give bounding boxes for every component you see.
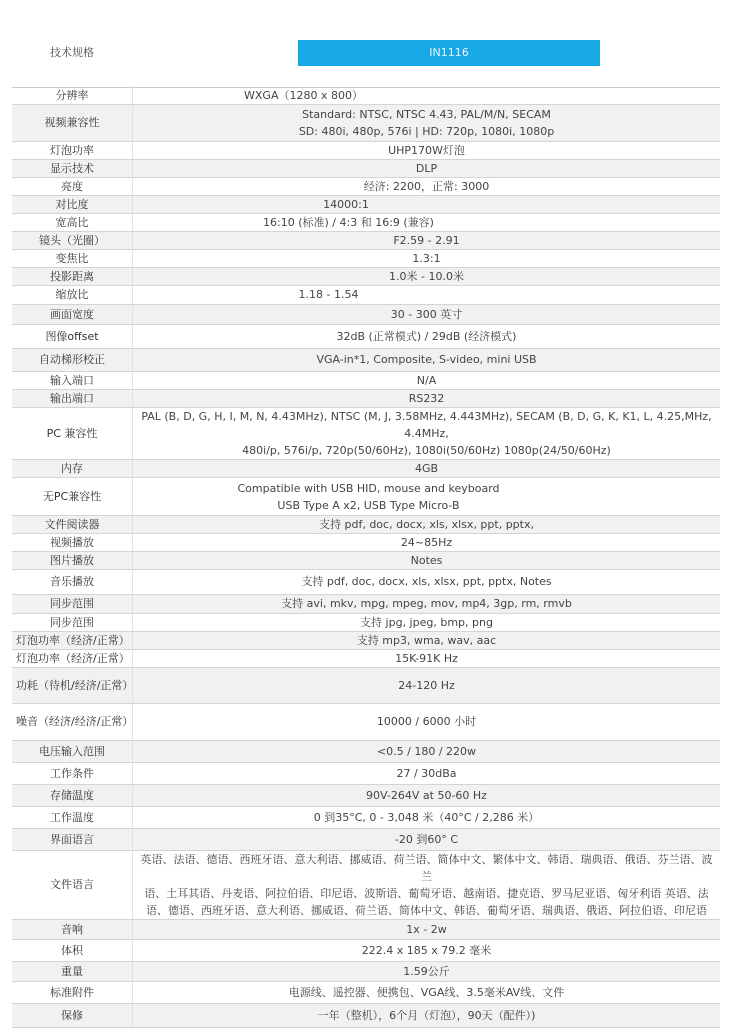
spec-key: 输出端口: [12, 390, 133, 408]
spec-value-line: 支持 mp3, wma, wav, aac: [356, 633, 497, 647]
spec-row: [12, 516, 720, 534]
model-banner: IN1116: [298, 40, 600, 66]
spec-value-line: 27 / 30dBa: [396, 766, 457, 780]
spec-key: PC 兼容性: [12, 408, 133, 460]
spec-row: [12, 325, 720, 349]
spec-key: 内存: [12, 460, 133, 478]
spec-value: [133, 552, 721, 570]
spec-value-line: 一年（整机），6个月（灯泡），90天（配件）): [317, 1008, 536, 1022]
spec-value-line: 1.59公斤: [403, 964, 450, 978]
spec-key: 分辨率: [12, 88, 133, 105]
spec-key: 音乐播放: [12, 570, 133, 595]
spec-key: 图片播放: [12, 552, 133, 570]
spec-row: [12, 88, 720, 105]
spec-value: [133, 232, 721, 250]
spec-row: [12, 349, 720, 372]
spec-value: [133, 1004, 721, 1028]
spec-row: [12, 763, 720, 785]
spec-row: [12, 570, 720, 595]
spec-key: 缩放比: [12, 286, 133, 305]
spec-key: 显示技术: [12, 160, 133, 178]
spec-value-line: 480i/p, 576i/p, 720p(50/60Hz), 1080i(50/60Hz) 1080p(24/50/60Hz): [242, 444, 611, 457]
spec-key: 音响: [12, 920, 133, 940]
spec-value-line: 电源线、遥控器、便携包、VGA线、3.5毫米AV线、文件: [288, 985, 565, 999]
spec-value: [133, 478, 721, 516]
spec-key: 功耗（待机/经济/正常）: [12, 668, 133, 704]
spec-key: 投影距离: [12, 268, 133, 286]
spec-row: [12, 142, 720, 160]
spec-key: 重量: [12, 962, 133, 982]
spec-key: 文件语言: [12, 851, 133, 920]
spec-value-line: Compatible with USB HID, mouse and keyboard: [237, 481, 500, 495]
spec-value-line: UHP170W灯泡: [388, 143, 465, 157]
spec-row: [12, 305, 720, 325]
spec-value-line: 语、土耳其语、丹麦语、阿拉伯语、印尼语、波斯语、葡萄牙语、越南语、捷克语、罗马尼亚语、匈牙利语 英语、法: [144, 887, 709, 900]
spec-value-line: 222.4 x 185 x 79.2 毫米: [361, 943, 492, 957]
spec-value-line: WXGA（1280 x 800）: [244, 89, 363, 102]
spec-value: [133, 196, 721, 214]
spec-value-line: RS232: [408, 391, 445, 405]
spec-value-line: SD: 480i, 480p, 576i | HD: 720p, 1080i, 1080p: [298, 125, 555, 138]
spec-value: [133, 668, 721, 704]
spec-row: [12, 982, 720, 1004]
spec-row: [12, 595, 720, 614]
spec-key: 体积: [12, 940, 133, 962]
spec-key: 无PC兼容性: [12, 478, 133, 516]
spec-row: [12, 807, 720, 829]
spec-value: [133, 372, 721, 390]
spec-row: [12, 704, 720, 741]
spec-value-line: VGA-in*1, Composite, S-video, mini USB: [316, 353, 537, 366]
spec-value: [133, 390, 721, 408]
spec-row: [12, 962, 720, 982]
spec-key: 图像offset: [12, 325, 133, 349]
spec-row: [12, 534, 720, 552]
spec-key: 工作温度: [12, 807, 133, 829]
spec-value-line: 支持 pdf, doc, docx, xls, xlsx, ppt, pptx,: [319, 517, 534, 531]
spec-row: [12, 785, 720, 807]
spec-value: [133, 982, 721, 1004]
spec-row: [12, 178, 720, 196]
spec-value: [133, 325, 721, 349]
spec-value: [133, 268, 721, 286]
spec-key: 视频播放: [12, 534, 133, 552]
spec-value: [133, 408, 721, 460]
spec-key: 同步范围: [12, 595, 133, 614]
spec-key: 对比度: [12, 196, 133, 214]
spec-row: [12, 668, 720, 704]
spec-value: [133, 940, 721, 962]
spec-key: 同步范围: [12, 614, 133, 632]
spec-value-line: 1.18 - 1.54: [298, 288, 359, 301]
spec-value: [133, 570, 721, 595]
spec-value-line: -20 到60° C: [394, 832, 459, 846]
spec-value-line: <0.5 / 180 / 220w: [376, 744, 477, 758]
spec-value: [133, 807, 721, 829]
spec-value: [133, 305, 721, 325]
spec-key: 标准附件: [12, 982, 133, 1004]
spec-row: [12, 232, 720, 250]
spec-key: 镜头（光圈）: [12, 232, 133, 250]
spec-key: 工作条件: [12, 763, 133, 785]
spec-row: [12, 920, 720, 940]
spec-row: [12, 160, 720, 178]
spec-value: [133, 250, 721, 268]
spec-row: [12, 650, 720, 668]
spec-value-line: 32dB (正常模式) / 29dB (经济模式): [336, 329, 517, 343]
spec-key: 灯泡功率（经济/正常）: [12, 632, 133, 650]
spec-value: [133, 741, 721, 763]
spec-value-line: 24-120 Hz: [398, 678, 455, 692]
spec-value: [133, 286, 721, 305]
spec-row: [12, 372, 720, 390]
spec-row: [12, 268, 720, 286]
spec-key: 宽高比: [12, 214, 133, 232]
spec-key: 文件阅读器: [12, 516, 133, 534]
spec-value: [133, 920, 721, 940]
spec-value-line: DLP: [415, 161, 438, 175]
spec-row: [12, 286, 720, 305]
spec-key: 灯泡功率（经济/正常）: [12, 650, 133, 668]
spec-key: 保修: [12, 1004, 133, 1028]
spec-row: [12, 196, 720, 214]
spec-value-line: 1x - 2w: [406, 922, 447, 936]
spec-value: [133, 516, 721, 534]
spec-row: [12, 829, 720, 851]
spec-key: 界面语言: [12, 829, 133, 851]
spec-row: [12, 390, 720, 408]
spec-row: [12, 408, 720, 460]
spec-row: [12, 460, 720, 478]
spec-row: [12, 250, 720, 268]
spec-value: [133, 632, 721, 650]
spec-key: 视频兼容性: [12, 105, 133, 142]
spec-header: [0, 0, 750, 88]
spec-row: [12, 741, 720, 763]
spec-value-line: Standard: NTSC, NTSC 4.43, PAL/M/N, SECAM: [302, 108, 551, 121]
spec-key: 灯泡功率: [12, 142, 133, 160]
spec-value-line: 16:10 (标准) / 4:3 和 16:9 (兼容): [263, 215, 434, 229]
spec-row: [12, 851, 720, 920]
spec-value-line: 0 到35°C, 0 - 3,048 米（40°C / 2,286 米）: [313, 810, 540, 824]
spec-value: [133, 595, 721, 614]
spec-value: [133, 349, 721, 372]
spec-value: [133, 851, 721, 920]
spec-key: 输入端口: [12, 372, 133, 390]
spec-value: [133, 785, 721, 807]
spec-value-line: USB Type A x2, USB Type Micro-B: [277, 498, 460, 512]
spec-row: [12, 632, 720, 650]
spec-value-line: 经济: 2200，正常: 3000: [363, 179, 490, 193]
spec-value: [133, 763, 721, 785]
spec-value: [133, 704, 721, 741]
spec-value-line: 支持 jpg, jpeg, bmp, png: [360, 615, 493, 629]
spec-value: [133, 534, 721, 552]
spec-value-line: 14000:1: [323, 197, 369, 211]
spec-value-line: N/A: [416, 373, 437, 387]
spec-value: [133, 962, 721, 982]
spec-value: [133, 650, 721, 668]
spec-row: [12, 105, 720, 142]
spec-value-line: 英语、法语、德语、西班牙语、意大利语、挪威语、荷兰语、简体中文、繁体中文、韩语、瑞典语、俄语、芬兰语、波兰: [140, 853, 713, 883]
spec-value-line: Notes: [410, 553, 443, 567]
spec-key: 噪音（经济/经济/正常）: [12, 704, 133, 741]
spec-value-line: 90V-264V at 50-60 Hz: [366, 788, 487, 802]
spec-value-line: 语、德语、西班牙语、意大利语、挪威语、荷兰语、简体中文、韩语、葡萄牙语、瑞典语、俄语、阿拉伯语、印尼语: [146, 904, 707, 917]
spec-value: [133, 142, 721, 160]
spec-row: [12, 478, 720, 516]
spec-value-line: 15K-91K Hz: [395, 651, 458, 665]
spec-key: 电压输入范围: [12, 741, 133, 763]
spec-row: [12, 214, 720, 232]
spec-value: [133, 460, 721, 478]
spec-value: [133, 829, 721, 851]
spec-value: [133, 105, 721, 142]
spec-value: [133, 160, 721, 178]
spec-value: [133, 178, 721, 196]
spec-value: [133, 88, 721, 105]
spec-value-line: 10000 / 6000 小时: [376, 715, 477, 728]
spec-value: [133, 214, 721, 232]
spec-value-line: 30 - 300 英寸: [390, 307, 463, 321]
spec-key: 自动梯形校正: [12, 349, 133, 372]
spec-key: 变焦比: [12, 250, 133, 268]
spec-key: 亮度: [12, 178, 133, 196]
spec-row: [12, 552, 720, 570]
spec-value-line: 4GB: [414, 461, 439, 475]
spec-table: [12, 87, 720, 1028]
spec-key: 画面宽度: [12, 305, 133, 325]
spec-value-line: F2.59 - 2.91: [393, 233, 460, 247]
spec-value-line: 1.3:1: [412, 251, 441, 265]
spec-value-line: 24~85Hz: [400, 535, 453, 549]
spec-value-line: 1.0米 - 10.0米: [389, 269, 464, 283]
spec-value-line: 支持 pdf, doc, docx, xls, xlsx, ppt, pptx, Notes: [301, 575, 552, 588]
spec-key: 存储温度: [12, 785, 133, 807]
spec-value-line: PAL (B, D, G, H, I, M, N, 4.43MHz), NTSC (M, J, 3.58MHz, 4.443MHz), SECAM (B, D, G, K, K1, L, 4.25,MHz, 4.4MHz,: [141, 410, 712, 440]
spec-row: [12, 1004, 720, 1028]
spec-value-line: 支持 avi, mkv, mpg, mpeg, mov, mp4, 3gp, rm, rmvb: [281, 597, 572, 610]
spec-row: [12, 614, 720, 632]
spec-header-label: 技术规格: [50, 46, 94, 59]
spec-row: [12, 940, 720, 962]
spec-value: [133, 614, 721, 632]
